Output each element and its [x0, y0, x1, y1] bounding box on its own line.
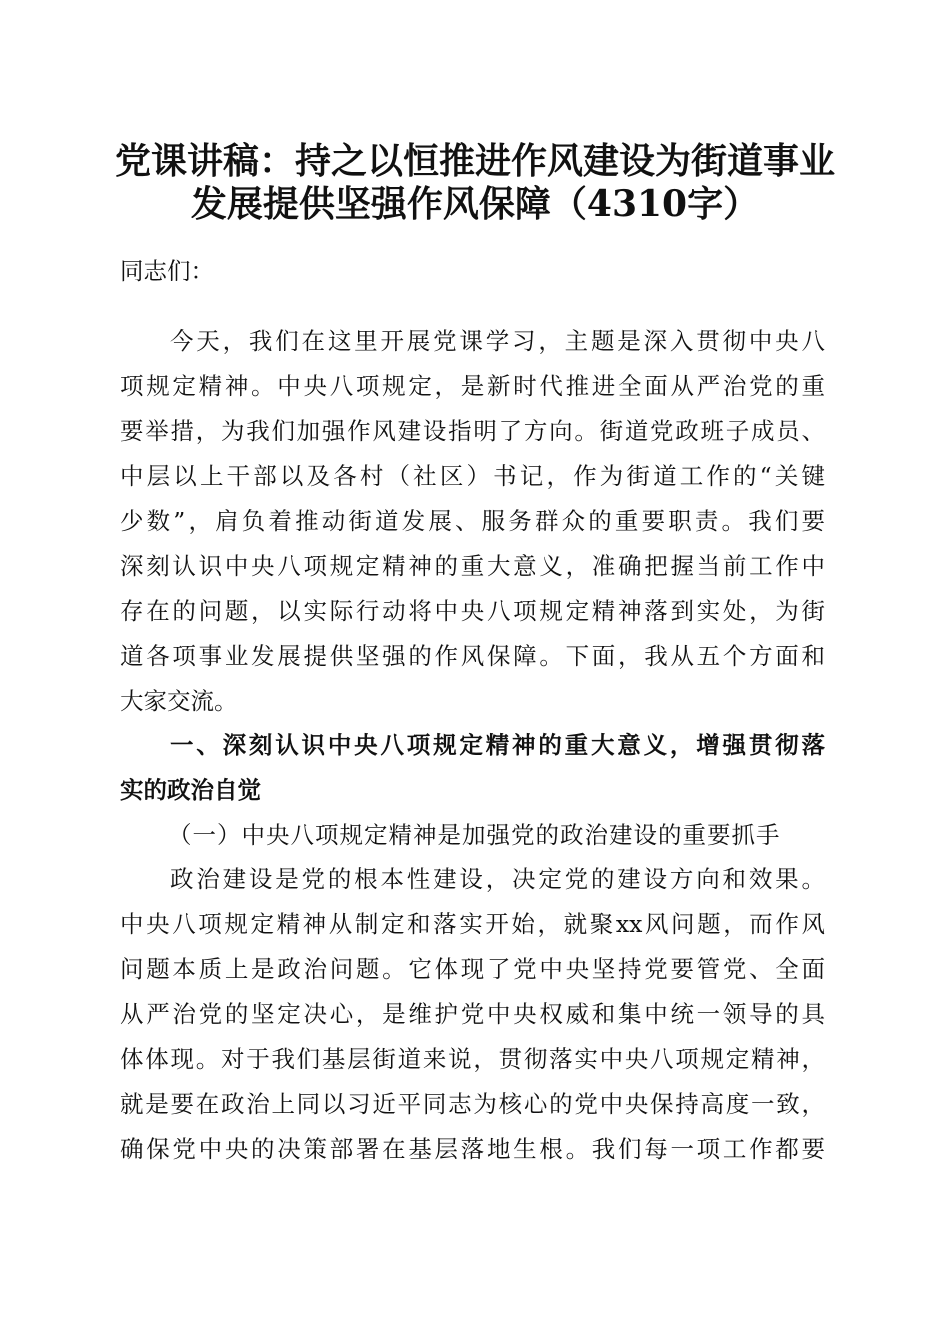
paragraph-line: 项规定精神。中央八项规定，是新时代推进全面从严治党的重 [120, 372, 825, 400]
salutation: 同志们： [120, 257, 214, 285]
document-title-line-2: 发展提供坚强作风保障（4310字） [190, 183, 760, 225]
paragraph-line: 少数”，肩负着推动街道发展、服务群众的重要职责。我们要 [120, 507, 825, 535]
section-heading-line-1: 一、深刻认识中央八项规定精神的重大意义，增强贯彻落 [170, 731, 825, 759]
section-heading-line-2: 实的政治自觉 [120, 776, 261, 804]
document-title-line-1: 党课讲稿：持之以恒推进作风建设为街道事业 [114, 140, 835, 182]
paragraph-line: 问题本质上是政治问题。它体现了党中央坚持党要管党、全面 [120, 955, 825, 983]
paragraph-line: 存在的问题，以实际行动将中央八项规定精神落到实处，为街 [120, 597, 825, 625]
paragraph-line: 体体现。对于我们基层街道来说，贯彻落实中央八项规定精神， [120, 1045, 825, 1073]
paragraph-line: 中层以上干部以及各村（社区）书记，作为街道工作的“关键 [120, 462, 825, 490]
paragraph-line: 深刻认识中央八项规定精神的重大意义，准确把握当前工作中 [120, 552, 825, 580]
subsection-heading: （一）中央八项规定精神是加强党的政治建设的重要抓手 [168, 821, 781, 849]
paragraph-line: 大家交流。 [120, 687, 238, 715]
paragraph-line: 今天，我们在这里开展党课学习，主题是深入贯彻中央八 [170, 327, 825, 355]
paragraph-line: 道各项事业发展提供坚强的作风保障。下面，我从五个方面和 [120, 642, 825, 670]
paragraph-line: 中央八项规定精神从制定和落实开始，就聚xx风问题，而作风 [120, 910, 825, 938]
paragraph-line: 就是要在政治上同以习近平同志为核心的党中央保持高度一致， [120, 1090, 825, 1118]
paragraph-line: 从严治党的坚定决心，是维护党中央权威和集中统一领导的具 [120, 1000, 825, 1028]
paragraph-line: 政治建设是党的根本性建设，决定党的建设方向和效果。 [170, 865, 825, 893]
paragraph-line: 确保党中央的决策部署在基层落地生根。我们每一项工作都要 [120, 1135, 825, 1163]
paragraph-line: 要举措，为我们加强作风建设指明了方向。街道党政班子成员、 [120, 417, 825, 445]
